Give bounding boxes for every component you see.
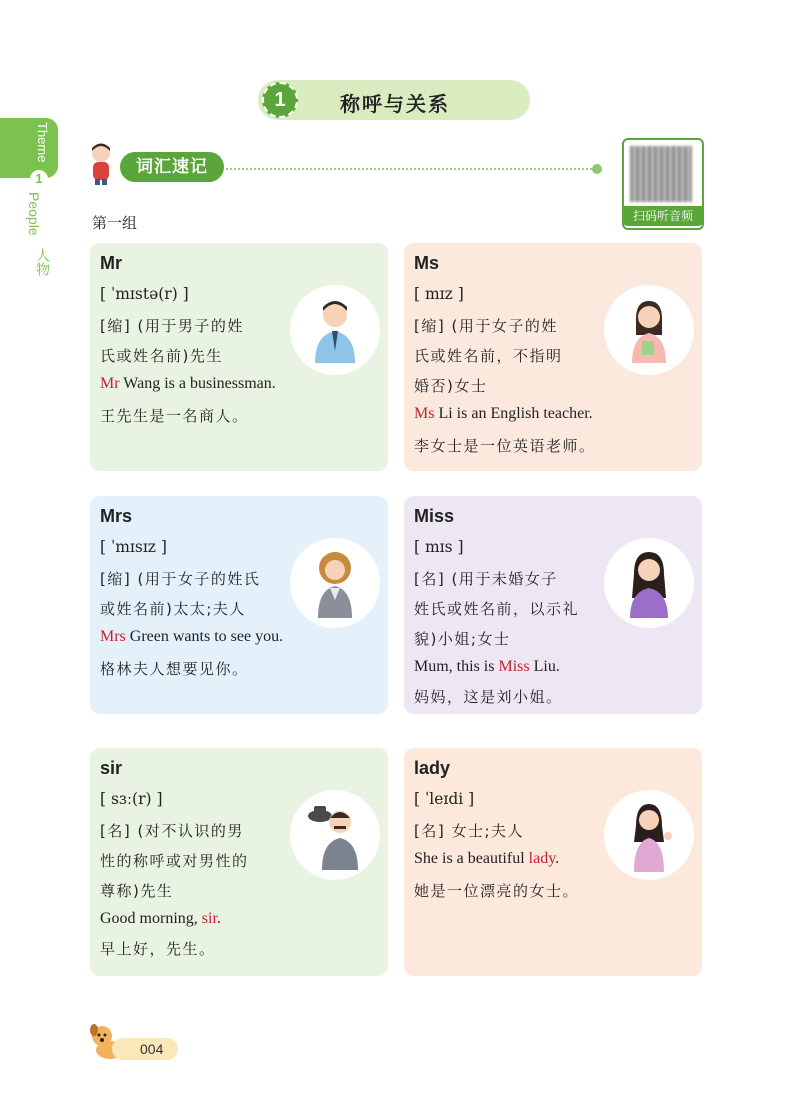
card-word: Miss [414, 506, 455, 526]
businessman-illustration [290, 285, 380, 375]
card-example-text: . [216, 910, 221, 927]
card-phonetic: [ ˈmɪsɪz ] [100, 538, 167, 556]
mrs-green-illustration [290, 538, 380, 628]
card-phonetic: [ sɜː(r) ] [100, 790, 163, 808]
card-definition: [缩] (用于女子的姓氏 [100, 570, 261, 588]
card-example-text: Wang is a businessman. [119, 375, 276, 392]
card-phonetic: [ mɪs ] [414, 538, 464, 556]
qr-code-label[interactable]: 扫码听音频 [622, 206, 704, 226]
card-example-keyword: sir [201, 910, 217, 927]
card-example-keyword: Ms [414, 405, 435, 422]
card-example-text: She is a beautiful [414, 850, 529, 867]
card-example-text: . [555, 850, 560, 867]
card-word: Ms [414, 253, 440, 273]
card-word: Mr [100, 253, 122, 273]
card-example-text: Liu. [529, 658, 560, 675]
card-definition: [名] (对不认识的男 [100, 822, 244, 840]
vocab-card-sir [90, 748, 388, 976]
card-definition: 婚否)女士 [414, 377, 488, 395]
dotted-divider [226, 168, 596, 170]
card-definition: 貌)小姐;女士 [414, 630, 511, 648]
card-translation: 她是一位漂亮的女士。 [414, 882, 580, 900]
side-theme-label: Theme [35, 122, 50, 163]
side-cn-label: 人物 [34, 248, 50, 276]
miss-liu-illustration [604, 538, 694, 628]
card-example [100, 375, 276, 393]
card-phonetic: [ ˈleɪdi ] [414, 790, 475, 808]
card-example [414, 658, 560, 676]
card-definition: [名] (用于未婚女子 [414, 570, 558, 588]
card-example [414, 850, 559, 868]
card-word: Mrs [100, 506, 133, 526]
card-translation: 王先生是一名商人。 [100, 407, 249, 425]
vocab-card-miss [404, 496, 702, 714]
vocab-card-mrs [90, 496, 388, 714]
lady-illustration [604, 790, 694, 880]
card-example [414, 405, 593, 423]
vocab-card-ms [404, 243, 702, 471]
card-example [100, 910, 221, 928]
card-word: lady [414, 758, 451, 778]
card-example-text: Green wants to see you. [125, 628, 284, 645]
gentleman-illustration [290, 790, 380, 880]
side-people-label: People [26, 192, 42, 236]
card-definition: 姓氏或姓名前，以示礼 [414, 600, 580, 618]
card-example-keyword: Miss [498, 658, 530, 675]
card-translation: 李女士是一位英语老师。 [414, 437, 596, 455]
qr-code-icon[interactable] [630, 146, 692, 202]
card-definition: 氏或姓名前)先生 [100, 347, 223, 365]
boy-mascot-icon [88, 143, 114, 185]
card-example-text: Li is an English teacher. [434, 405, 593, 422]
vocab-quick-memo-label: 词汇速记 [120, 152, 224, 182]
card-translation: 早上好，先生。 [100, 940, 216, 958]
vocab-card-mr [90, 243, 388, 471]
section-title: 称呼与关系 [340, 92, 450, 116]
card-word: sir [100, 758, 123, 778]
card-definition: [缩] (用于男子的姓 [100, 317, 244, 335]
card-definition: [缩] (用于女子的姓 [414, 317, 558, 335]
teacher-illustration [604, 285, 694, 375]
section-number: 1 [262, 82, 298, 118]
card-example-text: Good morning, [100, 910, 202, 927]
card-example-text: Mum, this is [414, 658, 499, 675]
card-definition: 尊称)先生 [100, 882, 174, 900]
card-translation: 妈妈，这是刘小姐。 [414, 688, 563, 706]
card-translation: 格林夫人想要见你。 [100, 660, 249, 678]
side-theme-number: 1 [30, 170, 48, 188]
card-definition: 氏或姓名前，不指明 [414, 347, 563, 365]
group-label: 第一组 [92, 214, 138, 232]
card-example-keyword: Mrs [100, 628, 126, 645]
card-example-keyword: lady [528, 850, 556, 867]
card-definition: [名] 女士;夫人 [414, 822, 525, 840]
vocab-card-lady [404, 748, 702, 976]
card-phonetic: [ ˈmɪstə(r) ] [100, 285, 189, 303]
dotted-divider-end [592, 164, 602, 174]
card-definition: 性的称呼或对男性的 [100, 852, 249, 870]
card-definition: 或姓名前)太太;夫人 [100, 600, 246, 618]
card-example-keyword: Mr [100, 375, 120, 392]
card-example [100, 628, 283, 646]
page-number: 004 [140, 1041, 164, 1057]
card-phonetic: [ mɪz ] [414, 285, 464, 303]
